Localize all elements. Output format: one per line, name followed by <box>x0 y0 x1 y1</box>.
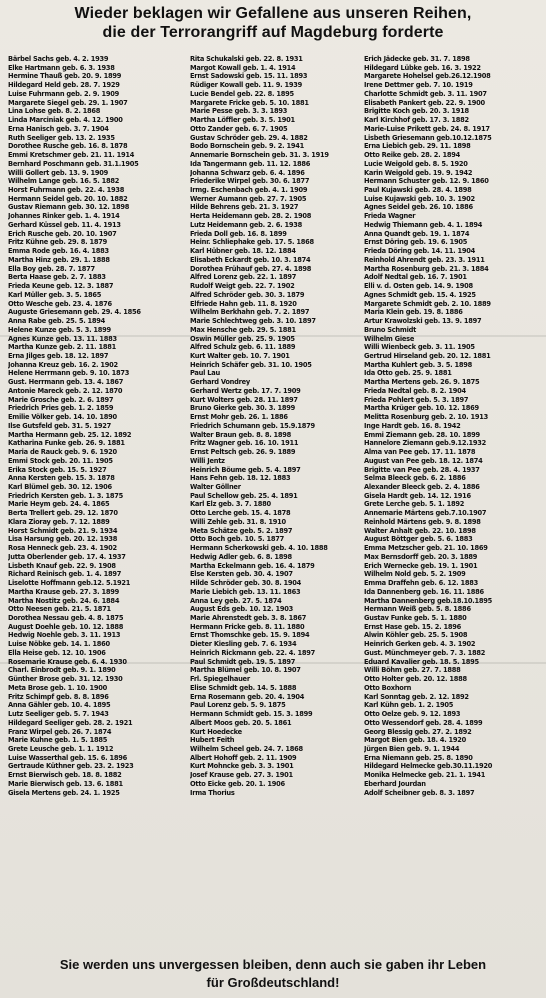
name-entry: Otto Wesche geb. 23. 4. 1876 <box>8 299 112 308</box>
name-entry: Otto Oelze geb. 9. 12. 1893 <box>364 710 461 719</box>
name-entry: Martha Blümel geb. 10. 8. 1907 <box>190 666 301 675</box>
name-entry: August van Pee geb. 18. 12. 1874 <box>364 456 483 465</box>
name-entry: Otto Lerche geb. 15. 4. 1878 <box>190 509 291 518</box>
names-column-1 <box>8 55 190 953</box>
name-entry: Walter Göllner <box>190 482 241 491</box>
name-entry: Oswin Müller geb. 25. 9. 1905 <box>190 334 295 343</box>
name-entry: Gust. Herrmann geb. 13. 4. 1867 <box>8 378 124 387</box>
name-entry: Reinhold Ahrendt geb. 23. 3. 1911 <box>364 255 485 264</box>
name-entry: Emmi Ziemann geb. 28. 10. 1899 <box>364 430 480 439</box>
name-entry: Hilde Schröder geb. 30. 8. 1904 <box>190 579 302 588</box>
name-entry: Lucie Weigold geb. 8. 5. 1920 <box>364 159 468 168</box>
name-entry: Ida Tangermann geb. 11. 12. 1886 <box>190 159 311 168</box>
name-entry: Martha Eckelmann geb. 16. 4. 1879 <box>190 561 315 570</box>
name-entry: Jürgen Bien geb. 9. 1. 1944 <box>364 745 460 754</box>
name-entry: Lucie Bendel geb. 22. 8. 1895 <box>190 89 294 98</box>
name-entry: Erna Hanisch geb. 3. 7. 1904 <box>8 124 109 133</box>
name-entry: Eberhard Jourdan <box>364 779 426 788</box>
name-entry: Hedwig Thiemann geb. 4. 1. 1894 <box>364 220 483 229</box>
name-entry: Irma Thorius <box>190 788 235 797</box>
name-entry: Marie Kuhne geb. 1. 5. 1885 <box>8 736 108 745</box>
name-entry: Paul Lau <box>190 369 220 378</box>
name-entry: Kurt Wolters geb. 28. 11. 1897 <box>190 395 298 404</box>
name-entry: Gustav Funke geb. 5. 1. 1880 <box>364 614 467 622</box>
name-entry: Margarete Schmidt geb. 2. 10. 1889 <box>364 299 491 308</box>
name-entry: Margot Bien geb. 18. 4. 1920 <box>364 736 467 745</box>
name-entry: Johanna Kreuz geb. 16. 2. 1902 <box>8 360 118 369</box>
name-entry: Albert Moos geb. 20. 5. 1861 <box>190 718 292 727</box>
name-entry: Frieda Keune geb. 12. 3. 1887 <box>8 282 114 291</box>
name-entry: Erna Liebich geb. 29. 11. 1898 <box>364 142 471 151</box>
name-entry: Frl. Spiegelhauer <box>190 675 250 684</box>
name-entry: Ida Dannenberg geb. 16. 11. 1886 <box>364 587 484 596</box>
name-entry: Brigitte Koch geb. 20. 3. 1918 <box>364 107 469 116</box>
closing-statement <box>0 956 546 992</box>
name-entry: Lina Lohse geb. 8. 2. 1868 <box>8 107 101 116</box>
name-entry: Martha Krüger geb. 10. 12. 1869 <box>364 404 479 413</box>
name-entry: Fritz Kühne geb. 29. 8. 1879 <box>8 238 107 247</box>
name-entry: Grete Leusche geb. 1. 1. 1912 <box>8 745 114 754</box>
name-entry: Dorothea Frühauf geb. 27. 4. 1898 <box>190 264 312 273</box>
name-entry: Horst Fuhrmann geb. 22. 4. 1938 <box>8 186 125 195</box>
names-column-2 <box>190 55 364 953</box>
name-entry: Paul Lorenz geb. 5. 9. 1875 <box>190 701 286 710</box>
name-entry: Hermine Thauß geb. 20. 9. 1899 <box>8 72 122 81</box>
name-entry: Gerhard Wertz geb. 17. 7. 1909 <box>190 386 301 395</box>
name-entry: Marie Grosche geb. 2. 6. 1897 <box>8 395 114 404</box>
name-entry: Alfred Schulz geb. 6. 11. 1889 <box>190 343 296 352</box>
name-entry: Lisa Harsung geb. 20. 12. 1938 <box>8 535 118 544</box>
name-entry: Ernst Hase geb. 15. 2. 1896 <box>364 622 462 631</box>
name-entry: Gerhard Vondrey <box>190 378 251 387</box>
name-entry: Anna Gähler geb. 10. 4. 1895 <box>8 701 111 710</box>
name-entry: Charlotte Schmidt geb. 3. 11. 1907 <box>364 89 487 98</box>
name-entry: Helene Herrmann geb. 9. 10. 1873 <box>8 369 130 378</box>
name-entry: Adolf Nedtal geb. 16. 7. 1901 <box>364 273 467 282</box>
name-entry: Agnes Schmidt geb. 15. 4. 1925 <box>364 290 476 299</box>
name-entry: Hilde Behrens geb. 21. 3. 1927 <box>190 203 299 212</box>
name-entry: Wilhelm Scheel geb. 24. 7. 1868 <box>190 745 303 754</box>
name-entry: Willi Böhm geb. 27. 7. 1888 <box>364 666 461 675</box>
name-entry: Walter Anhalt geb. 22. 10. 1898 <box>364 526 476 535</box>
name-entry: Bärbel Sachs geb. 4. 2. 1939 <box>8 55 109 63</box>
name-entry: Frieda Wagner <box>364 212 416 221</box>
name-entry: Marie Schlechtweg geb. 3. 10. 1897 <box>190 317 316 326</box>
name-entry: Dorothee Rusche geb. 16. 8. 1878 <box>8 142 128 151</box>
name-entry: Maria de Rauck geb. 9. 6. 1920 <box>8 448 117 457</box>
name-entry: Martha Kunze geb. 2. 11. 1881 <box>8 343 116 352</box>
name-entry: Irene Dettmer geb. 7. 10. 1919 <box>364 81 473 90</box>
name-entry: Otto Boch geb. 10. 5. 1877 <box>190 535 284 544</box>
name-entry: Inge Hardt geb. 16. 8. 1942 <box>364 421 461 430</box>
name-entry: Gust. Münchmeyer geb. 7. 3. 1882 <box>364 648 486 657</box>
closing-line-1: Sie werden uns unvergessen bleiben, denn auch sie gaben ihr Leben <box>59 957 487 972</box>
name-entry: Elli v. d. Osten geb. 14. 9. 1908 <box>364 282 473 291</box>
name-entry: Paul Kujawski geb. 28. 4. 1898 <box>364 186 472 195</box>
name-entry: Frieda Pohlert geb. 5. 3. 1897 <box>364 395 469 404</box>
name-entry: Irmg. Eschenbach geb. 4. 1. 1909 <box>190 186 308 195</box>
name-entry: Hermann Schmidt geb. 15. 3. 1899 <box>190 710 313 719</box>
name-entry: Katharina Funke geb. 26. 9. 1881 <box>8 439 125 448</box>
name-entry: Karl Kühn geb. 1. 2. 1905 <box>364 701 454 710</box>
name-entry: Max Hensche geb. 29. 5. 1881 <box>190 325 296 334</box>
name-entry: Gerhard Küssel geb. 11. 4. 1913 <box>8 220 121 229</box>
name-entry: Gertrud Hirseland geb. 20. 12. 1881 <box>364 351 491 360</box>
name-entry: Artur Krawolzski geb. 13. 9. 1897 <box>364 317 482 326</box>
name-entry: Marie Bierwisch geb. 13. 6. 1881 <box>8 779 123 788</box>
name-entry: Frieda Doll geb. 16. 8. 1899 <box>190 229 287 238</box>
name-entry: Wilhelm Nold geb. 5. 2. 1909 <box>364 570 466 579</box>
name-entry: August Doehle geb. 10. 12. 1888 <box>8 622 124 631</box>
name-entry: Martha Hinz geb. 29. 1. 1888 <box>8 255 110 264</box>
name-entry: Ella Heise geb. 12. 10. 1906 <box>8 648 106 657</box>
name-entry: Berta Haase geb. 2. 7. 1883 <box>8 273 106 282</box>
name-entry: Otto Boxhorn <box>364 683 412 692</box>
name-entry: Bruno Gierke geb. 30. 3. 1899 <box>190 404 295 413</box>
name-entry: Marie Heym geb. 24. 4. 1865 <box>8 500 110 509</box>
name-entry: Margot Kowall geb. 1. 4. 1914 <box>190 63 296 72</box>
name-entry: Dieter Kiesling geb. 7. 6. 1934 <box>190 640 297 649</box>
name-entry: Agnes Seidel geb. 26. 10. 1886 <box>364 203 473 212</box>
name-entry: Fritz Wagner geb. 16. 10. 1911 <box>190 439 299 448</box>
name-entry: Ernst Mohr geb. 26. 1. 1886 <box>190 413 288 422</box>
name-entry: Günther Brose geb. 31. 12. 1930 <box>8 675 123 684</box>
name-entry: Anna Rabe geb. 25. 5. 1894 <box>8 317 106 326</box>
name-entry: Johannes Rinker geb. 1. 4. 1914 <box>8 212 120 221</box>
name-entry: Adolf Scheibner geb. 8. 3. 1897 <box>364 788 475 797</box>
name-entry: Friedrich Schumann geb. 15.9.1879 <box>190 421 315 430</box>
name-entry: Otto Zander geb. 6. 7. 1905 <box>190 124 288 133</box>
name-entry: Martha Hermann geb. 25. 12. 1892 <box>8 430 132 439</box>
name-entry: Paul Schmidt geb. 19. 5. 1897 <box>190 657 296 666</box>
name-entry: Gertraude Küthner geb. 23. 2. 1923 <box>8 762 134 771</box>
name-entry: Heinrich Rickmann geb. 22. 4. 1897 <box>190 648 316 657</box>
name-entry: Gisela Hardt geb. 14. 12. 1916 <box>364 491 471 500</box>
name-entry: Dorothea Nessau geb. 4. 8. 1875 <box>8 614 124 622</box>
name-entry: Else Kersten geb. 30. 4. 1907 <box>190 570 293 579</box>
name-entry: Martha Krause geb. 27. 3. 1899 <box>8 587 119 596</box>
name-entry: Berta Trellert geb. 29. 12. 1870 <box>8 509 118 518</box>
name-entry: Martha Nostitz geb. 24. 6. 1884 <box>8 596 120 605</box>
name-entry: Hubert Feith <box>190 736 235 745</box>
name-entry: Horst Schmidt geb. 21. 9. 1934 <box>8 526 118 535</box>
name-entry: Otto Wessendorf geb. 28. 4. 1899 <box>364 718 483 727</box>
name-entry: Kurt Hoedecke <box>190 727 242 736</box>
name-entry: Alma van Pee geb. 17. 11. 1878 <box>364 448 476 457</box>
name-entry: Marie Liebich geb. 13. 11. 1863 <box>190 587 301 596</box>
name-entry: Emma Draffehn geb. 6. 12. 1883 <box>364 579 478 588</box>
name-entry: Friedrich Pries geb. 1. 2. 1859 <box>8 404 114 413</box>
name-entry: Rita Schukalski geb. 22. 8. 1931 <box>190 55 303 63</box>
name-entry: Max Bernsdorff geb. 20. 3. 1889 <box>364 552 478 561</box>
name-entry: Hermann Seidel geb. 20. 10. 1882 <box>8 194 128 203</box>
name-entry: Luise Fuhrmann geb. 2. 9. 1909 <box>8 89 119 98</box>
name-entry: Willi Gollert geb. 13. 9. 1909 <box>8 168 109 177</box>
name-entry: August Böttger geb. 5. 6. 1883 <box>364 535 473 544</box>
name-entry: Reinhold Märtens geb. 9. 8. 1898 <box>364 517 481 526</box>
name-entry: Otto Eicke geb. 20. 1. 1906 <box>190 779 285 788</box>
name-entry: Kurt Mohncke geb. 3. 3. 1901 <box>190 762 294 771</box>
name-entry: Agnes Kunze geb. 13. 11. 1883 <box>8 334 117 343</box>
name-entry: Helene Kunze geb. 5. 3. 1899 <box>8 325 111 334</box>
name-entry: Wilhelm Lange geb. 16. 5. 1882 <box>8 177 120 186</box>
name-entry: Erna Jilges geb. 18. 12. 1897 <box>8 351 109 360</box>
name-entry: August Eds geb. 10. 12. 1903 <box>190 605 293 614</box>
name-entry: Lisbeth Griesemann geb.10.12.1875 <box>364 133 492 142</box>
name-entry: Bodo Bornschein geb. 9. 2. 1941 <box>190 142 304 151</box>
name-entry: Marie Ahrenstedt geb. 3. 8. 1867 <box>190 614 307 622</box>
name-entry: Bernhard Poschmann geb. 31.1.1905 <box>8 159 139 168</box>
name-entry: Luise Nöbke geb. 14. 1. 1860 <box>8 640 110 649</box>
name-entry: Richard Reinisch geb. 1. 4. 1897 <box>8 570 122 579</box>
name-entry: Rosa Henneck geb. 23. 4. 1902 <box>8 544 117 553</box>
name-entry: Gisela Mertens geb. 24. 1. 1925 <box>8 788 120 797</box>
name-entry: Hildegard Held geb. 28. 7. 1929 <box>8 81 120 90</box>
name-entry: Hermann Schuster geb. 12. 9. 1860 <box>364 177 489 186</box>
name-entry: Erich Wernecke geb. 19. 1. 1901 <box>364 561 478 570</box>
name-entry: Karl Elz geb. 3. 7. 1880 <box>190 500 271 509</box>
name-entry: Meta Brose geb. 1. 10. 1900 <box>8 683 107 692</box>
name-entry: Marie-Luise Prikett geb. 24. 8. 1917 <box>364 124 490 133</box>
name-entry: Brigitte van Pee geb. 28. 4. 1937 <box>364 465 480 474</box>
name-entry: Anna Kersten geb. 15. 3. 1878 <box>8 474 115 483</box>
name-entry: Annemarie Märtens geb.7.10.1907 <box>364 509 487 518</box>
name-entry: Ernst Bierwisch geb. 18. 8. 1882 <box>8 771 122 780</box>
name-entry: Willi Zehle geb. 31. 8. 1910 <box>190 517 286 526</box>
name-entry: Hildegard Lübke geb. 16. 3. 1922 <box>364 63 481 72</box>
name-entry: Klara Zioray geb. 7. 12. 1889 <box>8 517 110 526</box>
name-entry: Rosemarie Krause geb. 6. 4. 1930 <box>8 657 127 666</box>
name-entry: Hannelore Ziemann geb.9.12.1932 <box>364 439 487 448</box>
name-entry: Fritz Schimpf geb. 8. 8. 1896 <box>8 692 109 701</box>
name-entry: Wilhelm Giese <box>364 334 415 343</box>
name-entry: Ernst Döring geb. 19. 6. 1905 <box>364 238 468 247</box>
name-entry: Elisabeth Eckardt geb. 10. 3. 1874 <box>190 255 311 264</box>
name-entry: Paul Schellow geb. 25. 4. 1891 <box>190 491 298 500</box>
headline <box>0 4 546 42</box>
name-entry: Erika Stock geb. 15. 5. 1927 <box>8 465 107 474</box>
name-entry: Margarete Siegel geb. 29. 1. 1907 <box>8 98 128 107</box>
name-entry: Martha Dannenberg geb.18.10.1895 <box>364 596 493 605</box>
name-entry: Friederike Wirpel geb. 30. 6. 1877 <box>190 177 310 186</box>
name-entry: Erna Rosemann geb. 20. 4. 1904 <box>190 692 305 701</box>
name-entry: Grete Lerche geb. 5. 1. 1892 <box>364 500 465 509</box>
name-entry: Erich Jädecke geb. 31. 7. 1898 <box>364 55 470 63</box>
headline-line-1: Wieder beklagen wir Gefallene aus unseren Reihen, <box>74 5 472 22</box>
name-entry: Herta Heidemann geb. 28. 2. 1908 <box>190 212 312 221</box>
name-entry: Selma Bleeck geb. 6. 2. 1886 <box>364 474 466 483</box>
name-entry: Elfriede Hahn geb. 11. 8. 1920 <box>190 299 297 308</box>
name-entry: Ernst Thomschke geb. 15. 9. 1894 <box>190 631 310 640</box>
name-entry: Antonie Mareck geb. 2. 12. 1870 <box>8 386 123 395</box>
name-entry: Lisbeth Knauf geb. 22. 9. 1908 <box>8 561 116 570</box>
name-entry: Hermann Weiß geb. 5. 8. 1886 <box>364 605 471 614</box>
name-entry: Gustav Schröder geb. 29. 4. 1882 <box>190 133 308 142</box>
name-entry: Karl Blümel geb. 30. 12. 1906 <box>8 482 112 491</box>
name-entry: Melitta Rosenburg geb. 2. 10. 1913 <box>364 413 489 422</box>
name-entry: Martha Kuhlert geb. 3. 5. 1898 <box>364 360 472 369</box>
name-entry: Johanna Schwarz geb. 6. 4. 1896 <box>190 168 305 177</box>
name-entry: Hildegard Helmecke geb.30.11.1920 <box>364 762 493 771</box>
name-entry: Luise Kujawski geb. 10. 3. 1902 <box>364 194 475 203</box>
closing-line-2: für Großdeutschland! <box>206 975 340 990</box>
name-entry: Charl. Einbrodt geb. 9. 1. 1890 <box>8 666 116 675</box>
name-entry: Hans Fehn geb. 18. 12. 1883 <box>190 474 291 483</box>
name-entry: Lutz Seeliger geb. 5. 7. 1943 <box>8 710 109 719</box>
name-entry: Elise Schmidt geb. 14. 5. 1888 <box>190 683 297 692</box>
name-entry: Elisabeth Pankert geb. 22. 9. 1900 <box>364 98 485 107</box>
name-entry: Rudolf Weigt geb. 22. 7. 1902 <box>190 282 295 291</box>
headline-line-2: die der Terrorangriff auf Magdeburg forderte <box>102 24 444 41</box>
name-entry: Ernst Peltsch geb. 26. 9. 1889 <box>190 448 296 457</box>
name-entry: Gustav Riemann geb. 30. 12. 1898 <box>8 203 130 212</box>
name-entry: Martha Rosenburg geb. 21. 3. 1884 <box>364 264 489 273</box>
name-entry: Marie Pesse geb. 3. 3. 1893 <box>190 107 288 116</box>
name-entry: Martha Mertens geb. 26. 9. 1875 <box>364 378 480 387</box>
name-entry: Frieda Nedtal geb. 8. 2. 1904 <box>364 386 466 395</box>
name-entry: Annemarie Bornschein geb. 31. 3. 1919 <box>190 151 329 160</box>
name-entry: Werner Aumann geb. 27. 7. 1905 <box>190 194 307 203</box>
name-entry: Linda Marciniak geb. 4. 12. 1900 <box>8 116 123 125</box>
name-entry: Josef Krause geb. 27. 3. 1901 <box>190 771 293 780</box>
name-entry: Ella Boy geb. 28. 7. 1877 <box>8 264 95 273</box>
names-list <box>8 55 538 953</box>
name-entry: Albert Hohoff geb. 2. 11. 1909 <box>190 753 297 762</box>
name-entry: Martha Löffler geb. 3. 5. 1901 <box>190 116 295 125</box>
name-entry: Emma Metzscher geb. 21. 10. 1869 <box>364 544 488 553</box>
name-entry: Heinrich Böume geb. 5. 4. 1897 <box>190 465 301 474</box>
name-entry: Monika Helmecke geb. 21. 1. 1941 <box>364 771 486 780</box>
name-entry: Emmi Stock geb. 20. 11. 1905 <box>8 456 113 465</box>
name-entry: Heinr. Schliephake geb. 17. 5. 1868 <box>190 238 314 247</box>
name-entry: Hedwig Noehle geb. 3. 11. 1913 <box>8 631 121 640</box>
name-entry: Kurt Walter geb. 10. 7. 1901 <box>190 351 290 360</box>
name-entry: Alfred Lorenz geb. 22. 1. 1897 <box>190 273 297 282</box>
name-entry: Karl Müller geb. 3. 5. 1865 <box>8 290 102 299</box>
names-column-3 <box>364 55 538 953</box>
name-entry: Karl Sonntag geb. 2. 12. 1892 <box>364 692 469 701</box>
name-entry: Anna Quandt geb. 19. 1. 1874 <box>364 229 470 238</box>
name-entry: Margarete Hohelsel geb.26.12.1908 <box>364 72 491 81</box>
name-entry: Margarete Fricke geb. 5. 10. 1881 <box>190 98 309 107</box>
name-entry: Erich Rusche geb. 20. 10. 1907 <box>8 229 117 238</box>
name-entry: Emilie Völker geb. 14. 10. 1890 <box>8 413 117 422</box>
name-entry: Willi Jentz <box>190 456 225 465</box>
name-entry: Maria Klein geb. 19. 8. 1886 <box>364 308 463 317</box>
name-entry: Franz Wirpel geb. 26. 7. 1874 <box>8 727 112 736</box>
name-entry: Alfred Schröder geb. 30. 3. 1879 <box>190 290 305 299</box>
name-entry: Heinrich Schäfer geb. 31. 10. 1905 <box>190 360 312 369</box>
name-entry: Ruth Seeliger geb. 13. 2. 1935 <box>8 133 115 142</box>
name-entry: Karl Hübner geb. 18. 12. 1884 <box>190 247 296 256</box>
name-entry: Emmi Kretschmer geb. 21. 11. 1914 <box>8 151 135 160</box>
name-entry: Alexander Bleeck geb. 2. 4. 1886 <box>364 482 480 491</box>
name-entry: Lutz Heidemann geb. 2. 6. 1938 <box>190 220 302 229</box>
name-entry: Alwin Köhler geb. 25. 5. 1908 <box>364 631 468 640</box>
name-entry: Karin Weigold geb. 19. 9. 1942 <box>364 168 473 177</box>
name-entry: Otto Reike geb. 28. 2. 1894 <box>364 151 461 160</box>
name-entry: Otto Neesen geb. 21. 5. 1871 <box>8 605 111 614</box>
name-entry: Hermann Scherkowski geb. 4. 10. 1888 <box>190 544 328 553</box>
name-entry: Karl Kirchhof geb. 17. 3. 1882 <box>364 116 469 125</box>
name-entry: Otto Holter geb. 20. 12. 1888 <box>364 675 467 684</box>
name-entry: Walter Braun geb. 8. 8. 1898 <box>190 430 292 439</box>
name-entry: Liselotte Hoffmann geb.12. 5.1921 <box>8 579 131 588</box>
name-entry: Friedrich Kersten geb. 1. 3. 1875 <box>8 491 124 500</box>
name-entry: Ilse Gutsfeld geb. 31. 5. 1927 <box>8 421 112 430</box>
name-entry: Jutta Oberlender geb. 17. 4. 1937 <box>8 552 126 561</box>
name-entry: Auguste Griesemann geb. 29. 4. 1856 <box>8 308 141 317</box>
name-entry: Anna Ley geb. 27. 5. 1874 <box>190 596 282 605</box>
name-entry: Eduard Kavalier geb. 18. 5. 1895 <box>364 657 479 666</box>
name-entry: Meta Schätze geb. 5. 2. 1897 <box>190 526 293 535</box>
name-entry: Ernst Sadowski geb. 15. 11. 1893 <box>190 72 308 81</box>
name-entry: Willi Wienbeck geb. 3. 11. 1905 <box>364 343 475 352</box>
name-entry: Rüdiger Kowall geb. 11. 9. 1939 <box>190 81 303 90</box>
name-entry: Wilhelm Berkhahn geb. 7. 2. 1897 <box>190 308 310 317</box>
name-entry: Georg Blessig geb. 27. 2. 1892 <box>364 727 472 736</box>
name-entry: Hermann Fricke geb. 8. 11. 1880 <box>190 622 305 631</box>
name-entry: Elke Hartmann geb. 6. 3. 1938 <box>8 63 115 72</box>
name-entry: Hedwig Adler geb. 6. 8. 1898 <box>190 552 292 561</box>
name-entry: Hildegard Seeliger geb. 28. 2. 1921 <box>8 718 133 727</box>
name-entry: Emma Rode geb. 16. 4. 1883 <box>8 247 109 256</box>
name-entry: Bruno Schmidt <box>364 325 417 334</box>
name-entry: Frieda Döring geb. 14. 11. 1904 <box>364 247 475 256</box>
name-entry: Erna Niemann geb. 25. 8. 1890 <box>364 753 473 762</box>
name-entry: Luise Wasserthal geb. 15. 6. 1896 <box>8 753 127 762</box>
name-entry: Ida Otto geb. 25. 9. 1881 <box>364 369 452 378</box>
name-entry: Heinrich Gerken geb. 4. 3. 1902 <box>364 640 476 649</box>
